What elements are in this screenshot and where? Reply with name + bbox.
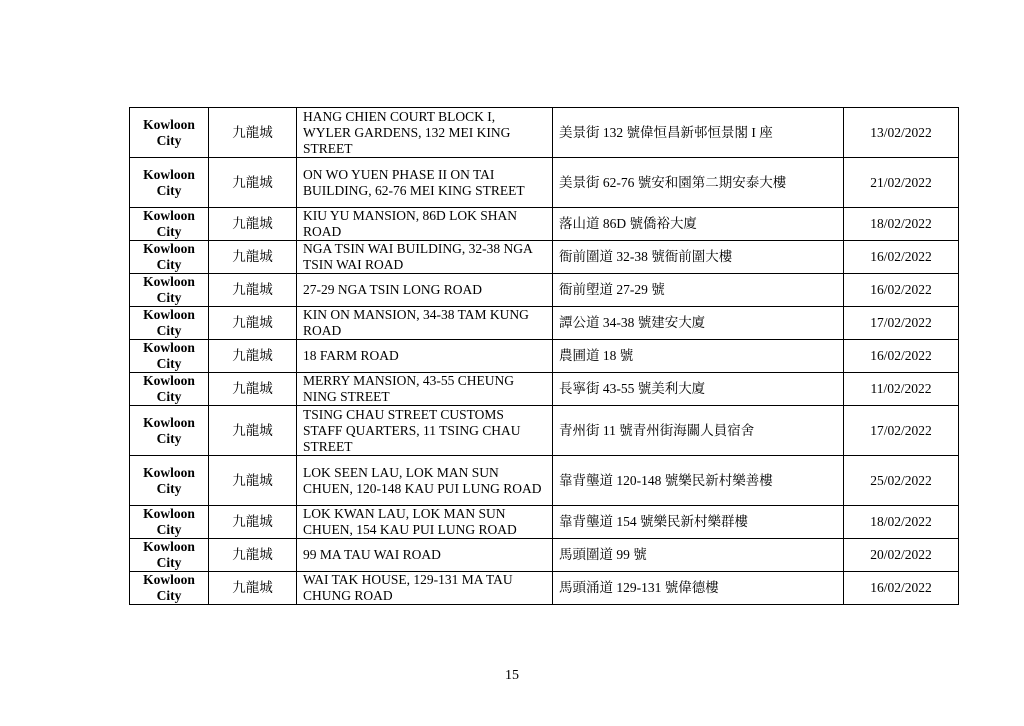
district-en-cell: Kowloon City [130,539,209,572]
address-en-cell: KIU YU MANSION, 86D LOK SHAN ROAD [297,208,553,241]
date-cell: 16/02/2022 [844,572,959,605]
date-cell: 16/02/2022 [844,340,959,373]
district-zh-cell: 九龍城 [209,456,297,506]
table-row [130,307,959,340]
district-en-cell: Kowloon City [130,506,209,539]
address-en-cell: NGA TSIN WAI BUILDING, 32-38 NGA TSIN WAI ROAD [297,241,553,274]
district-en-cell: Kowloon City [130,406,209,456]
date-cell: 18/02/2022 [844,208,959,241]
table-row [130,241,959,274]
address-zh-cell: 靠背壟道 120-148 號樂民新村樂善樓 [553,456,844,506]
table-row [130,539,959,572]
district-zh-cell: 九龍城 [209,373,297,406]
table-row [130,506,959,539]
date-cell: 17/02/2022 [844,307,959,340]
table-row [130,406,959,456]
district-en-cell: Kowloon City [130,274,209,307]
date-cell: 17/02/2022 [844,406,959,456]
district-en-cell: Kowloon City [130,108,209,158]
address-en-cell: 18 FARM ROAD [297,340,553,373]
address-en-cell: LOK KWAN LAU, LOK MAN SUN CHUEN, 154 KAU PUI LUNG ROAD [297,506,553,539]
date-cell: 11/02/2022 [844,373,959,406]
table-row [130,456,959,506]
address-en-cell: TSING CHAU STREET CUSTOMS STAFF QUARTERS, 11 TSING CHAU STREET [297,406,553,456]
district-en-cell: Kowloon City [130,572,209,605]
address-en-cell: LOK SEEN LAU, LOK MAN SUN CHUEN, 120-148 KAU PUI LUNG ROAD [297,456,553,506]
address-zh-cell: 衙前塱道 27-29 號 [553,274,844,307]
district-zh-cell: 九龍城 [209,158,297,208]
district-en-cell: Kowloon City [130,456,209,506]
district-zh-cell: 九龍城 [209,572,297,605]
district-en-cell: Kowloon City [130,158,209,208]
page-number: 15 [505,668,519,683]
address-en-cell: 27-29 NGA TSIN LONG ROAD [297,274,553,307]
district-en-cell: Kowloon City [130,208,209,241]
district-zh-cell: 九龍城 [209,108,297,158]
address-zh-cell: 靠背壟道 154 號樂民新村樂群樓 [553,506,844,539]
address-zh-cell: 馬頭涌道 129-131 號偉德樓 [553,572,844,605]
address-zh-cell: 落山道 86D 號僑裕大廈 [553,208,844,241]
address-en-cell: MERRY MANSION, 43-55 CHEUNG NING STREET [297,373,553,406]
address-zh-cell: 青州街 11 號青州街海關人員宿舍 [553,406,844,456]
address-en-cell: WAI TAK HOUSE, 129-131 MA TAU CHUNG ROAD [297,572,553,605]
district-en-cell: Kowloon City [130,307,209,340]
date-cell: 21/02/2022 [844,158,959,208]
date-cell: 18/02/2022 [844,506,959,539]
district-zh-cell: 九龍城 [209,241,297,274]
table-row [130,340,959,373]
table-body [130,108,959,605]
table-row [130,274,959,307]
address-zh-cell: 馬頭圍道 99 號 [553,539,844,572]
address-zh-cell: 美景街 132 號偉恒昌新邨恒景閣 I 座 [553,108,844,158]
date-cell: 16/02/2022 [844,241,959,274]
address-zh-cell: 譚公道 34-38 號建安大廈 [553,307,844,340]
buildings-table [129,107,959,605]
district-zh-cell: 九龍城 [209,406,297,456]
address-en-cell: HANG CHIEN COURT BLOCK I, WYLER GARDENS, 132 MEI KING STREET [297,108,553,158]
district-zh-cell: 九龍城 [209,208,297,241]
district-en-cell: Kowloon City [130,373,209,406]
address-en-cell: KIN ON MANSION, 34-38 TAM KUNG ROAD [297,307,553,340]
district-en-cell: Kowloon City [130,340,209,373]
table-row [130,373,959,406]
table-row [130,158,959,208]
date-cell: 13/02/2022 [844,108,959,158]
district-zh-cell: 九龍城 [209,340,297,373]
district-zh-cell: 九龍城 [209,506,297,539]
table-row [130,572,959,605]
address-zh-cell: 美景街 62-76 號安和園第二期安泰大樓 [553,158,844,208]
date-cell: 20/02/2022 [844,539,959,572]
address-en-cell: 99 MA TAU WAI ROAD [297,539,553,572]
district-zh-cell: 九龍城 [209,274,297,307]
address-en-cell: ON WO YUEN PHASE II ON TAI BUILDING, 62-76 MEI KING STREET [297,158,553,208]
table-row [130,108,959,158]
address-zh-cell: 農圃道 18 號 [553,340,844,373]
date-cell: 16/02/2022 [844,274,959,307]
address-zh-cell: 衙前圍道 32-38 號衙前圍大樓 [553,241,844,274]
address-zh-cell: 長寧街 43-55 號美利大廈 [553,373,844,406]
date-cell: 25/02/2022 [844,456,959,506]
district-en-cell: Kowloon City [130,241,209,274]
district-zh-cell: 九龍城 [209,307,297,340]
district-zh-cell: 九龍城 [209,539,297,572]
table-row [130,208,959,241]
